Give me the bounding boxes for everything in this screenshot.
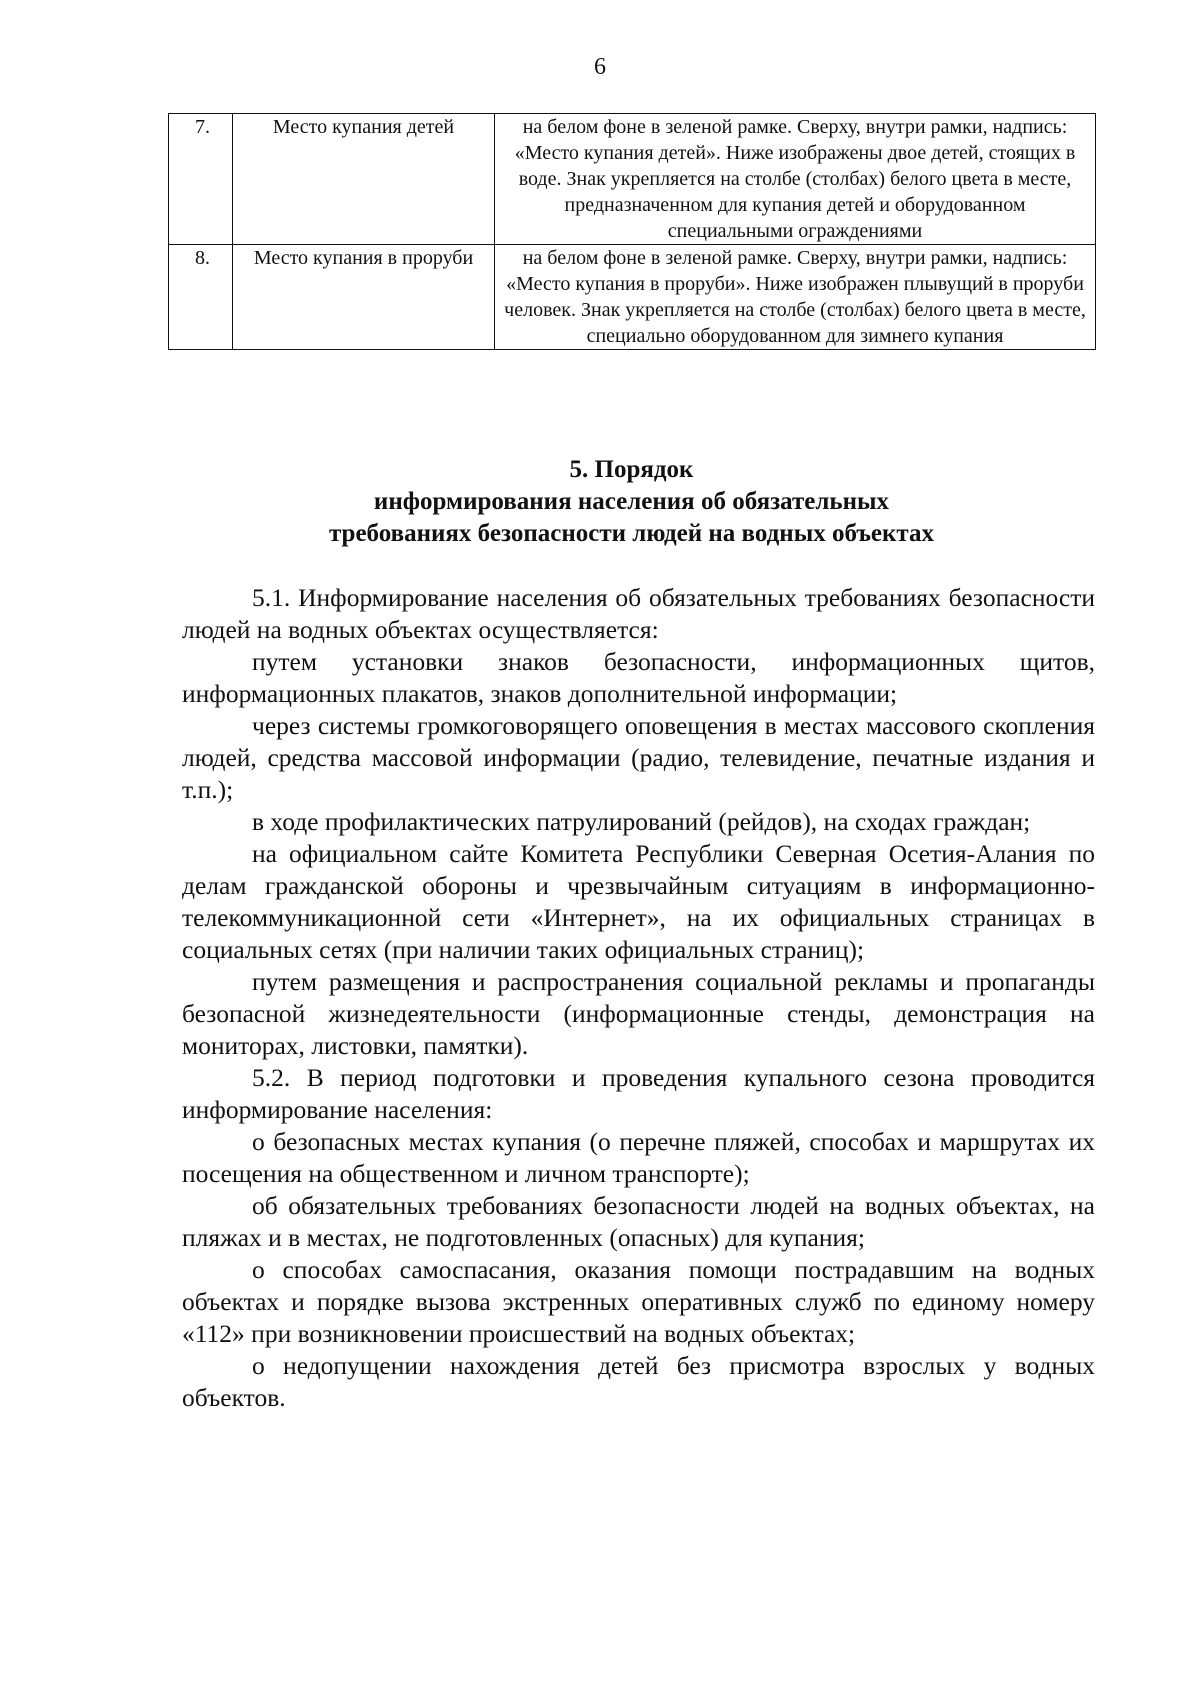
paragraph: путем размещения и распространения социальной рекламы и пропаганды безопасной жизнедеятельности (информационные стенды, демонстрация на мониторах, листовки, памятки). bbox=[182, 967, 1095, 1060]
paragraph: через системы громкоговорящего оповещения в местах массового скопления людей, средства массовой информации (радио, телевидение, печатные издания и т.п.); bbox=[182, 711, 1095, 804]
paragraph: об обязательных требованиях безопасности людей на водных объектах, на пляжах и в местах, не подготовленных (опасных) для купания; bbox=[182, 1191, 1095, 1252]
sign-name: Место купания детей bbox=[233, 114, 495, 245]
sign-description: на белом фоне в зеленой рамке. Сверху, внутри рамки, надпись: «Место купания детей». Ниже изображены двое детей, стоящих в воде. Знак укрепляется на столбе (столбах) белого цвета в месте, предназначенном для купания детей и оборудованном специальными ограждениями bbox=[495, 114, 1096, 245]
signs-table bbox=[168, 113, 1096, 350]
paragraph: путем установки знаков безопасности, информационных щитов, информационных плакатов, знаков дополнительной информации; bbox=[182, 647, 1095, 708]
paragraph: о безопасных местах купания (о перечне пляжей, способах и маршрутах их посещения на общественном и личном транспорте); bbox=[182, 1127, 1095, 1188]
page-number: 6 bbox=[594, 54, 606, 80]
paragraph: на официальном сайте Комитета Республики Северная Осетия-Алания по делам гражданской обороны и чрезвычайным ситуациям в информационно-телекоммуникационной сети «Интернет», на их официальных страницах в социальных сетях (при наличии таких официальных страниц); bbox=[182, 839, 1095, 964]
sign-name: Место купания в проруби bbox=[233, 245, 495, 350]
paragraph: о способах самоспасания, оказания помощи пострадавшим на водных объектах и порядке вызова экстренных оперативных служб по единому номеру «112» при возникновении происшествий на водных объектах; bbox=[182, 1255, 1095, 1348]
table-row bbox=[169, 114, 1096, 245]
row-number: 7. bbox=[169, 114, 233, 245]
paragraph: 5.2. В период подготовки и проведения купального сезона проводится информирование населения: bbox=[182, 1063, 1095, 1124]
section-title-line: информирования населения об обязательных bbox=[373, 488, 890, 515]
section-title-line: 5. Порядок bbox=[569, 456, 694, 483]
sign-description: на белом фоне в зеленой рамке. Сверху, внутри рамки, надпись: «Место купания в проруби». Ниже изображен плывущий в проруби человек. Знак укрепляется на столбе (столбах) белого цвета в месте, специально оборудованном для зимнего купания bbox=[495, 245, 1096, 350]
paragraph: 5.1. Информирование населения об обязательных требованиях безопасности людей на водных объектах осуществляется: bbox=[182, 583, 1095, 644]
section-title-line: требованиях безопасности людей на водных объектах bbox=[328, 520, 935, 547]
paragraph: в ходе профилактических патрулирований (рейдов), на сходах граждан; bbox=[252, 807, 1031, 836]
row-number: 8. bbox=[169, 245, 233, 350]
paragraph: о недопущении нахождения детей без присмотра взрослых у водных объектов. bbox=[182, 1351, 1095, 1412]
table-row bbox=[169, 245, 1096, 350]
section-body bbox=[182, 582, 1095, 1414]
section-title bbox=[168, 454, 1095, 550]
